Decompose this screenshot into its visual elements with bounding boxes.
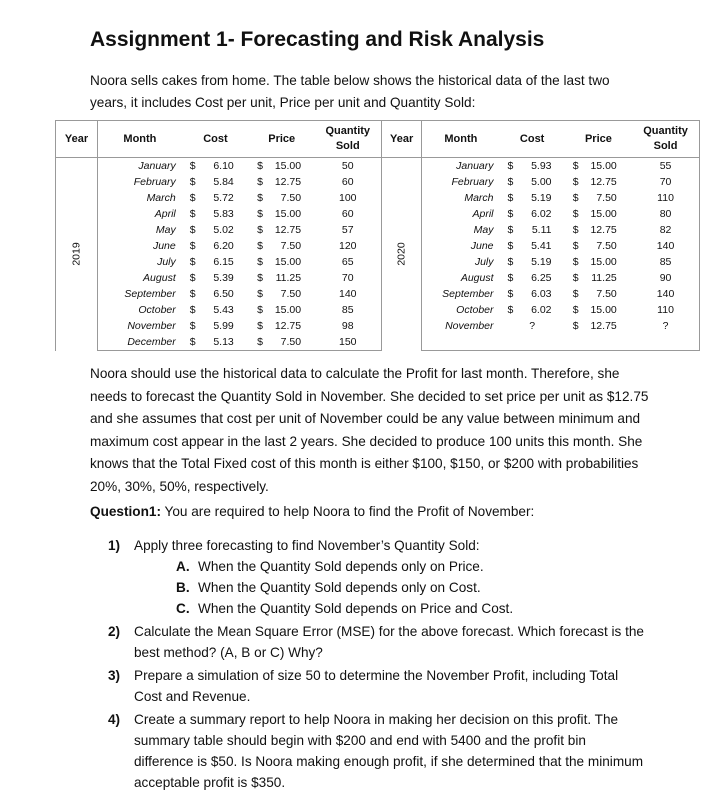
- header-month: Month: [98, 121, 182, 158]
- question-number: 4): [108, 712, 121, 727]
- amount: 15.00: [274, 256, 302, 268]
- amount: 6.20: [213, 240, 234, 252]
- money-cell: [182, 206, 249, 222]
- sub-question-item: [176, 556, 648, 577]
- money-cell: [565, 254, 632, 270]
- question-number: 2): [108, 624, 121, 639]
- month-cell: March: [464, 192, 494, 204]
- sub-question-item: [176, 577, 648, 598]
- quantity-cell: 60: [341, 176, 354, 188]
- money-cell: [249, 158, 314, 175]
- amount: 7.50: [280, 240, 302, 252]
- amount: 12.75: [590, 320, 617, 332]
- money-cell: [500, 158, 565, 175]
- table-row: [56, 158, 700, 175]
- month-cell: August: [460, 272, 494, 284]
- question-item: [108, 535, 648, 619]
- amount: 5.39: [213, 272, 234, 284]
- currency-symbol: $: [507, 208, 514, 220]
- table-row: [56, 174, 700, 190]
- year-cell-left: [56, 158, 98, 351]
- amount: 15.00: [590, 304, 617, 316]
- money-cell: [500, 174, 565, 190]
- table-row: [56, 302, 700, 318]
- quantity-cell: 60: [341, 208, 354, 220]
- money-cell: [182, 190, 249, 206]
- amount: 5.41: [531, 240, 552, 252]
- sub-question-text: When the Quantity Sold depends only on Cost.: [198, 580, 481, 595]
- amount: 15.00: [590, 256, 617, 268]
- header-price-2: Price: [565, 121, 632, 158]
- question-item-text: Prepare a simulation of size 50 to determine the November Profit, including Total Cost and Revenue.: [134, 668, 619, 704]
- currency-symbol: $: [507, 288, 514, 300]
- currency-symbol: $: [507, 272, 514, 284]
- money-cell: [565, 158, 632, 175]
- currency-symbol: $: [189, 336, 196, 348]
- header-year-2: Year: [382, 121, 422, 158]
- header-cost-2: Cost: [500, 121, 565, 158]
- currency-symbol: $: [572, 224, 579, 236]
- money-cell: [182, 270, 249, 286]
- currency-symbol: $: [572, 256, 579, 268]
- amount: 6.10: [213, 160, 234, 172]
- scenario-paragraph: Noora should use the historical data to calculate the Profit for last month. Therefore, she needs to forecast the Quantity Sold in November. She decided to set price per unit as $12.75 and she assumes that cost per unit of November could be any value between minimum and maximum cost appear in the last 2 years. She decided to produce 100 units this month. She knows that the Total Fixed cost of this month is either $100, $150, or $200 with probabilities 20%, 30%, 50%, respectively.: [90, 366, 649, 494]
- money-cell: [249, 286, 314, 302]
- year-label: 2019: [70, 242, 83, 266]
- currency-symbol: $: [257, 208, 263, 220]
- question-number: 1): [108, 538, 121, 553]
- currency-symbol: $: [189, 176, 196, 188]
- money-cell: [249, 302, 314, 318]
- quantity-cell: 85: [341, 304, 354, 316]
- header-quantity: Quantity Sold: [314, 121, 381, 158]
- money-cell: [249, 254, 314, 270]
- currency-symbol: $: [257, 224, 263, 236]
- currency-symbol: $: [189, 272, 196, 284]
- quantity-cell: 70: [341, 272, 354, 284]
- currency-symbol: $: [257, 160, 263, 172]
- question-item: [108, 665, 648, 707]
- question-item: [108, 621, 648, 663]
- header-year: Year: [56, 121, 98, 158]
- amount: 6.50: [213, 288, 234, 300]
- amount: 6.03: [531, 288, 552, 300]
- month-cell: January: [456, 160, 494, 172]
- money-cell: [249, 190, 314, 206]
- amount: 6.02: [531, 304, 552, 316]
- currency-symbol: $: [189, 304, 196, 316]
- currency-symbol: $: [189, 240, 196, 252]
- sub-question-text: When the Quantity Sold depends on Price and Cost.: [198, 601, 514, 616]
- month-cell: April: [472, 208, 494, 220]
- currency-symbol: $: [507, 304, 514, 316]
- currency-symbol: $: [257, 240, 263, 252]
- quantity-cell: 55: [632, 158, 699, 175]
- question-text: You are required to help Noora to find the Profit of November:: [161, 504, 535, 519]
- quantity-cell: 140: [338, 288, 357, 300]
- currency-symbol: $: [257, 304, 263, 316]
- money-cell: [249, 318, 314, 334]
- money-cell: [565, 286, 632, 302]
- amount: 5.84: [213, 176, 234, 188]
- money-cell: [565, 318, 632, 334]
- table-row: [56, 270, 700, 286]
- intro-paragraph: Noora sells cakes from home. The table below shows the historical data of the last two years, it includes Cost per unit, Price per unit and Quantity Sold:: [90, 73, 610, 110]
- money-cell: [182, 222, 249, 238]
- currency-symbol: $: [257, 320, 263, 332]
- amount: 7.50: [280, 288, 302, 300]
- amount: 5.19: [531, 256, 552, 268]
- amount: 15.00: [274, 160, 302, 172]
- quantity-cell: [632, 334, 699, 351]
- currency-symbol: $: [257, 176, 263, 188]
- money-cell: [182, 302, 249, 318]
- currency-symbol: $: [507, 192, 514, 204]
- month-cell: [422, 334, 500, 351]
- currency-symbol: $: [189, 224, 196, 236]
- question-number: 3): [108, 668, 121, 683]
- amount: 15.00: [274, 304, 302, 316]
- amount: 5.99: [213, 320, 234, 332]
- assignment-title: Assignment 1- Forecasting and Risk Analysis: [90, 28, 545, 51]
- amount: 12.75: [590, 176, 617, 188]
- amount: 11.25: [275, 272, 302, 284]
- amount: 5.72: [213, 192, 234, 204]
- money-cell: [182, 158, 249, 175]
- money-cell: [500, 190, 565, 206]
- money-cell: [249, 270, 314, 286]
- quantity-cell: 100: [338, 192, 357, 204]
- currency-symbol: $: [189, 256, 196, 268]
- money-cell: [500, 270, 565, 286]
- sub-question-letter: B.: [176, 580, 190, 595]
- currency-symbol: $: [572, 160, 579, 172]
- quantity-cell: ?: [632, 318, 699, 334]
- money-cell: [249, 238, 314, 254]
- amount: 7.50: [596, 240, 617, 252]
- quantity-cell: 110: [632, 302, 699, 318]
- amount: 15.00: [590, 208, 617, 220]
- amount: 6.25: [531, 272, 552, 284]
- currency-symbol: $: [572, 176, 579, 188]
- table-row: [56, 206, 700, 222]
- money-cell: [249, 206, 314, 222]
- currency-symbol: $: [257, 272, 263, 284]
- currency-symbol: $: [572, 320, 579, 332]
- quantity-cell: 50: [341, 160, 354, 172]
- currency-symbol: $: [189, 320, 196, 332]
- currency-symbol: $: [507, 256, 514, 268]
- question-label: Question1:: [90, 504, 161, 519]
- year-cell-right: [382, 158, 422, 351]
- currency-symbol: $: [257, 288, 263, 300]
- month-cell: September: [124, 288, 176, 300]
- month-cell: September: [442, 288, 494, 300]
- header-month-2: Month: [422, 121, 500, 158]
- currency-symbol: $: [572, 304, 579, 316]
- amount: 7.50: [596, 288, 617, 300]
- currency-symbol: $: [189, 288, 196, 300]
- money-cell: [182, 286, 249, 302]
- money-cell: [500, 254, 565, 270]
- month-cell: October: [138, 304, 176, 316]
- header-quantity-2: Quantity Sold: [632, 121, 699, 158]
- amount: 6.02: [531, 208, 552, 220]
- month-cell: July: [474, 256, 494, 268]
- month-cell: June: [470, 240, 494, 252]
- header-cost: Cost: [182, 121, 249, 158]
- amount: 12.75: [590, 224, 617, 236]
- money-cell: [182, 254, 249, 270]
- table-header-row: [56, 121, 700, 158]
- money-cell: [565, 206, 632, 222]
- quantity-cell: 110: [632, 190, 699, 206]
- money-cell: [182, 174, 249, 190]
- sub-question-list: [134, 556, 648, 619]
- quantity-cell: 120: [338, 240, 357, 252]
- question-item: [108, 709, 648, 793]
- question-heading: [90, 504, 534, 519]
- money-cell: [182, 334, 249, 351]
- unknown-value: ?: [529, 320, 536, 332]
- money-cell: [565, 174, 632, 190]
- money-cell: [249, 222, 314, 238]
- money-cell: [182, 238, 249, 254]
- month-cell: November: [445, 320, 494, 332]
- currency-symbol: $: [572, 240, 579, 252]
- table-row: [56, 334, 700, 351]
- amount: 5.43: [213, 304, 234, 316]
- currency-symbol: $: [257, 336, 263, 348]
- amount: 5.19: [531, 192, 552, 204]
- table-row: [56, 254, 700, 270]
- money-cell: [500, 222, 565, 238]
- year-label: 2020: [395, 242, 408, 266]
- currency-symbol: $: [572, 288, 579, 300]
- amount: 5.13: [213, 336, 234, 348]
- month-cell: May: [155, 224, 176, 236]
- money-cell: [500, 206, 565, 222]
- amount: 7.50: [280, 192, 302, 204]
- quantity-cell: 90: [632, 270, 699, 286]
- table-row: [56, 222, 700, 238]
- amount: 5.00: [531, 176, 552, 188]
- month-cell: January: [138, 160, 176, 172]
- amount: 5.83: [213, 208, 234, 220]
- sub-question-letter: A.: [176, 559, 190, 574]
- amount: 7.50: [280, 336, 302, 348]
- currency-symbol: $: [572, 192, 579, 204]
- month-cell: April: [154, 208, 176, 220]
- currency-symbol: $: [507, 176, 514, 188]
- month-cell: October: [456, 304, 494, 316]
- currency-symbol: $: [572, 208, 579, 220]
- quantity-cell: 65: [341, 256, 354, 268]
- quantity-cell: 150: [314, 334, 381, 351]
- currency-symbol: $: [257, 192, 263, 204]
- header-price: Price: [249, 121, 314, 158]
- money-cell: [565, 190, 632, 206]
- historical-data-table: [55, 120, 700, 351]
- quantity-cell: 57: [341, 224, 354, 236]
- amount: 12.75: [274, 320, 302, 332]
- question-item-text: Calculate the Mean Square Error (MSE) for the above forecast. Which forecast is the best method? (A, B or C) Why?: [134, 624, 644, 660]
- amount: 5.93: [531, 160, 552, 172]
- quantity-cell: 98: [341, 320, 354, 332]
- sub-question-text: When the Quantity Sold depends only on Price.: [198, 559, 484, 574]
- quantity-cell: 140: [632, 238, 699, 254]
- money-cell: [565, 270, 632, 286]
- amount: 6.15: [213, 256, 234, 268]
- quantity-cell: 82: [632, 222, 699, 238]
- currency-symbol: $: [507, 160, 514, 172]
- amount: 15.00: [590, 160, 617, 172]
- money-cell: [500, 286, 565, 302]
- quantity-cell: 85: [632, 254, 699, 270]
- currency-symbol: $: [572, 272, 579, 284]
- sub-question-item: [176, 598, 648, 619]
- sub-question-letter: C.: [176, 601, 190, 616]
- money-cell: [500, 238, 565, 254]
- currency-symbol: $: [189, 160, 196, 172]
- money-cell: [565, 238, 632, 254]
- month-cell: August: [143, 272, 176, 284]
- money-cell: [249, 174, 314, 190]
- month-cell: December: [98, 334, 182, 351]
- currency-symbol: $: [189, 208, 196, 220]
- currency-symbol: $: [257, 256, 263, 268]
- amount: 12.75: [274, 176, 302, 188]
- money-cell: [565, 302, 632, 318]
- table-row: [56, 318, 700, 334]
- month-cell: July: [157, 256, 176, 268]
- quantity-cell: 70: [632, 174, 699, 190]
- currency-symbol: $: [507, 224, 514, 236]
- amount: 7.50: [596, 192, 617, 204]
- month-cell: November: [127, 320, 176, 332]
- currency-symbol: $: [507, 240, 514, 252]
- table-row: [56, 238, 700, 254]
- month-cell: June: [152, 240, 176, 252]
- question-item-text: Create a summary report to help Noora in making her decision on this profit. The summary table should begin with $200 and end with 5400 and the profit bin difference is $50. Is Noora making enough profit, if she determined that the minimum acceptable profit is $350.: [134, 712, 644, 790]
- amount: 11.25: [591, 272, 617, 284]
- money-cell: [182, 318, 249, 334]
- amount: 15.00: [274, 208, 302, 220]
- money-cell: [500, 302, 565, 318]
- money-cell: [565, 222, 632, 238]
- amount: 5.11: [531, 224, 552, 236]
- quantity-cell: 80: [632, 206, 699, 222]
- table-row: [56, 190, 700, 206]
- question-item-text: Apply three forecasting to find November’s Quantity Sold:: [134, 538, 480, 553]
- quantity-cell: 140: [632, 286, 699, 302]
- month-cell: May: [473, 224, 494, 236]
- money-cell: [249, 334, 314, 351]
- table-row: [56, 286, 700, 302]
- currency-symbol: $: [189, 192, 196, 204]
- amount: 5.02: [213, 224, 234, 236]
- month-cell: February: [133, 176, 176, 188]
- month-cell: March: [146, 192, 176, 204]
- amount: 12.75: [274, 224, 302, 236]
- question-list: [108, 535, 648, 795]
- month-cell: February: [451, 176, 494, 188]
